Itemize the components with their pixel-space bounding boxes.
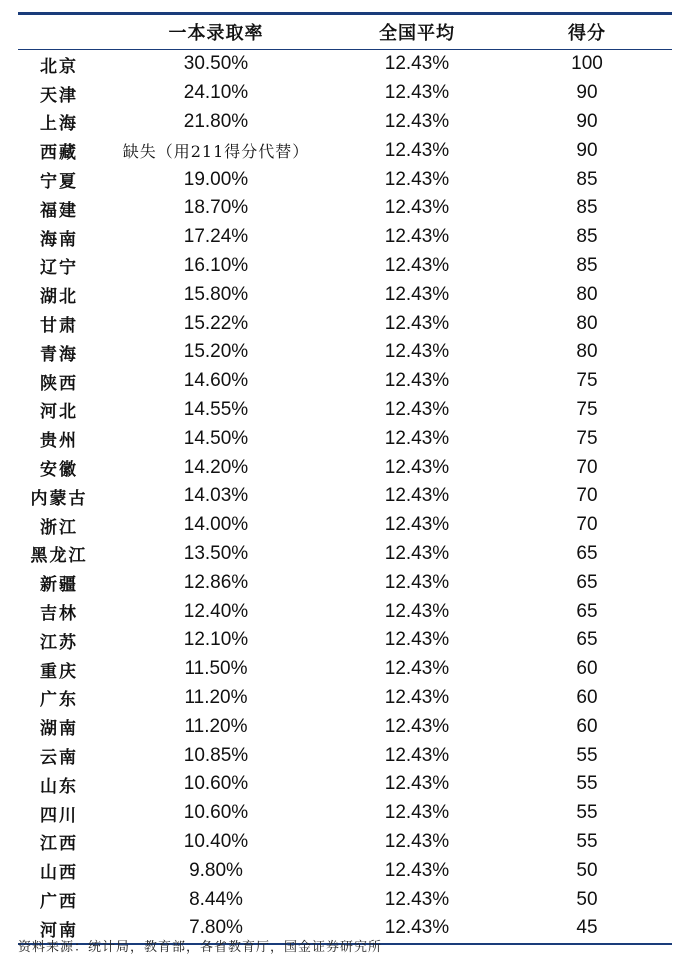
cell-province: 宁夏 <box>40 172 78 193</box>
table-row <box>18 684 672 713</box>
cell-province: 河南 <box>40 920 78 941</box>
cell-average: 12.43% <box>384 888 450 910</box>
table-row <box>18 799 672 828</box>
cell-rate: 11.50% <box>184 658 248 680</box>
cell-province: 江苏 <box>40 632 78 653</box>
cell-rate: 8.44% <box>189 888 243 910</box>
cell-rate: 24.10% <box>183 82 249 104</box>
table-row <box>18 885 672 914</box>
cell-province: 贵州 <box>40 431 78 452</box>
cell-province: 上海 <box>40 114 78 135</box>
table-row <box>18 540 672 569</box>
cell-score: 50 <box>576 888 598 910</box>
table-row <box>18 136 672 165</box>
cell-rate: 14.00% <box>183 514 249 536</box>
table-row <box>18 511 672 540</box>
admission-rate-table <box>18 12 672 945</box>
cell-average: 12.43% <box>384 830 450 852</box>
cell-province: 福建 <box>40 200 78 221</box>
cell-score: 60 <box>576 715 598 737</box>
cell-score: 80 <box>576 283 598 305</box>
cell-score: 55 <box>576 744 598 766</box>
cell-province: 广东 <box>40 690 78 711</box>
cell-rate: 16.10% <box>183 254 249 276</box>
cell-average: 12.43% <box>384 254 450 276</box>
cell-score: 80 <box>576 312 598 334</box>
cell-province: 山东 <box>40 776 78 797</box>
table-row <box>18 453 672 482</box>
cell-province: 山西 <box>40 863 78 884</box>
table-row <box>18 309 672 338</box>
cell-province: 四川 <box>40 805 78 826</box>
cell-province: 甘肃 <box>40 316 78 337</box>
table-row <box>18 367 672 396</box>
cell-province: 河北 <box>40 402 78 423</box>
table-row <box>18 568 672 597</box>
cell-average: 12.43% <box>384 859 450 881</box>
table-row <box>18 741 672 770</box>
table-row <box>18 712 672 741</box>
cell-score: 85 <box>576 226 598 248</box>
cell-score: 50 <box>576 859 598 881</box>
cell-province: 陕西 <box>40 373 78 394</box>
cell-score: 85 <box>576 197 598 219</box>
table-row <box>18 252 672 281</box>
cell-average: 12.43% <box>384 370 450 392</box>
cell-average: 12.43% <box>384 686 450 708</box>
cell-rate: 缺失（用211得分代替） <box>122 142 310 162</box>
cell-province: 海南 <box>40 229 78 250</box>
cell-score: 45 <box>576 917 598 939</box>
cell-province: 黑龙江 <box>30 546 88 567</box>
table-row <box>18 194 672 223</box>
cell-province: 湖南 <box>40 719 78 740</box>
cell-province: 安徽 <box>40 460 78 481</box>
cell-score: 55 <box>576 802 598 824</box>
table-row <box>18 280 672 309</box>
cell-province: 湖北 <box>40 287 78 308</box>
header-score: 得分 <box>568 23 606 44</box>
table-row <box>18 856 672 885</box>
cell-province: 广西 <box>40 892 78 912</box>
cell-average: 12.43% <box>384 341 450 363</box>
table-row <box>18 396 672 425</box>
cell-score: 65 <box>576 571 598 593</box>
cell-rate: 14.60% <box>183 370 249 392</box>
cell-score: 90 <box>576 110 598 132</box>
cell-average: 12.43% <box>384 168 450 190</box>
table-row <box>18 108 672 137</box>
cell-score: 70 <box>576 485 598 507</box>
cell-rate: 9.80% <box>189 859 243 881</box>
cell-rate: 10.85% <box>183 744 249 766</box>
table-row <box>18 223 672 252</box>
cell-province: 辽宁 <box>40 258 78 279</box>
cell-score: 65 <box>576 629 598 651</box>
cell-rate: 15.22% <box>183 312 249 334</box>
cell-rate: 10.40% <box>183 830 249 852</box>
table-row <box>18 50 672 79</box>
cell-rate: 18.70% <box>183 197 249 219</box>
table-row <box>18 597 672 626</box>
cell-rate: 30.50% <box>183 53 249 75</box>
cell-average: 12.43% <box>384 427 450 449</box>
cell-province: 浙江 <box>40 517 78 538</box>
cell-average: 12.43% <box>384 312 450 334</box>
cell-score: 55 <box>576 830 598 852</box>
cell-score: 85 <box>576 168 598 190</box>
table-row <box>18 338 672 367</box>
cell-average: 12.43% <box>384 110 450 132</box>
cell-average: 12.43% <box>384 542 450 564</box>
cell-rate: 12.86% <box>183 571 249 593</box>
cell-rate: 15.20% <box>183 341 249 363</box>
cell-average: 12.43% <box>384 600 450 622</box>
cell-province: 江西 <box>40 834 78 855</box>
cell-rate: 12.10% <box>183 629 249 651</box>
table-row <box>18 165 672 194</box>
table-row <box>18 79 672 108</box>
cell-province: 吉林 <box>40 604 78 625</box>
cell-score: 55 <box>576 773 598 795</box>
cell-rate: 19.00% <box>183 168 249 190</box>
cell-province: 云南 <box>40 748 78 769</box>
cell-score: 60 <box>576 686 598 708</box>
cell-score: 65 <box>576 600 598 622</box>
cell-average: 12.43% <box>384 485 450 507</box>
cell-province: 北京 <box>40 56 78 77</box>
cell-province: 内蒙古 <box>30 488 88 509</box>
cell-average: 12.43% <box>384 139 450 161</box>
cell-score: 80 <box>576 341 598 363</box>
table-header <box>18 15 672 50</box>
cell-score: 60 <box>576 658 598 680</box>
cell-score: 70 <box>576 456 598 478</box>
cell-score: 65 <box>576 542 598 564</box>
cell-province: 重庆 <box>40 661 78 682</box>
cell-rate: 11.20% <box>184 715 248 737</box>
cell-rate: 21.80% <box>183 110 249 132</box>
cell-average: 12.43% <box>384 715 450 737</box>
cell-score: 100 <box>571 53 603 75</box>
cell-score: 75 <box>576 398 598 420</box>
cell-average: 12.43% <box>384 744 450 766</box>
cell-province: 西藏 <box>40 143 78 164</box>
cell-average: 12.43% <box>384 456 450 478</box>
header-average: 全国平均 <box>379 23 455 44</box>
cell-average: 12.43% <box>384 658 450 680</box>
cell-rate: 14.20% <box>183 456 249 478</box>
cell-score: 90 <box>576 82 598 104</box>
cell-average: 12.43% <box>384 197 450 219</box>
cell-rate: 7.80% <box>189 917 243 939</box>
cell-average: 12.43% <box>384 802 450 824</box>
cell-average: 12.43% <box>384 398 450 420</box>
cell-province: 青海 <box>40 344 78 365</box>
cell-average: 12.43% <box>384 917 450 939</box>
table-row <box>18 482 672 511</box>
cell-average: 12.43% <box>384 53 450 75</box>
cell-score: 75 <box>576 370 598 392</box>
cell-rate: 15.80% <box>183 283 249 305</box>
cell-score: 85 <box>576 254 598 276</box>
cell-score: 90 <box>576 139 598 161</box>
cell-rate: 13.50% <box>183 542 249 564</box>
cell-average: 12.43% <box>384 82 450 104</box>
cell-rate: 14.55% <box>183 398 249 420</box>
table-row <box>18 626 672 655</box>
cell-score: 75 <box>576 427 598 449</box>
cell-rate: 12.40% <box>183 600 249 622</box>
source-note: 资料来源：统计局，教育部，各省教育厅，国金证券研究所 <box>18 940 383 955</box>
cell-rate: 14.50% <box>183 427 249 449</box>
cell-average: 12.43% <box>384 283 450 305</box>
cell-rate: 14.03% <box>183 485 249 507</box>
cell-average: 12.43% <box>384 773 450 795</box>
cell-rate: 17.24% <box>183 226 249 248</box>
cell-average: 12.43% <box>384 514 450 536</box>
table-row <box>18 770 672 799</box>
cell-average: 12.43% <box>384 629 450 651</box>
cell-average: 12.43% <box>384 226 450 248</box>
cell-average: 12.43% <box>384 571 450 593</box>
table-row <box>18 828 672 857</box>
cell-province: 天津 <box>40 85 78 106</box>
cell-rate: 11.20% <box>184 686 248 708</box>
table-body <box>18 50 672 943</box>
header-rate: 一本录取率 <box>168 23 264 44</box>
cell-rate: 10.60% <box>183 802 249 824</box>
cell-score: 70 <box>576 514 598 536</box>
table-row <box>18 655 672 684</box>
table-row <box>18 424 672 453</box>
cell-province: 新疆 <box>40 575 78 596</box>
cell-rate: 10.60% <box>183 773 249 795</box>
